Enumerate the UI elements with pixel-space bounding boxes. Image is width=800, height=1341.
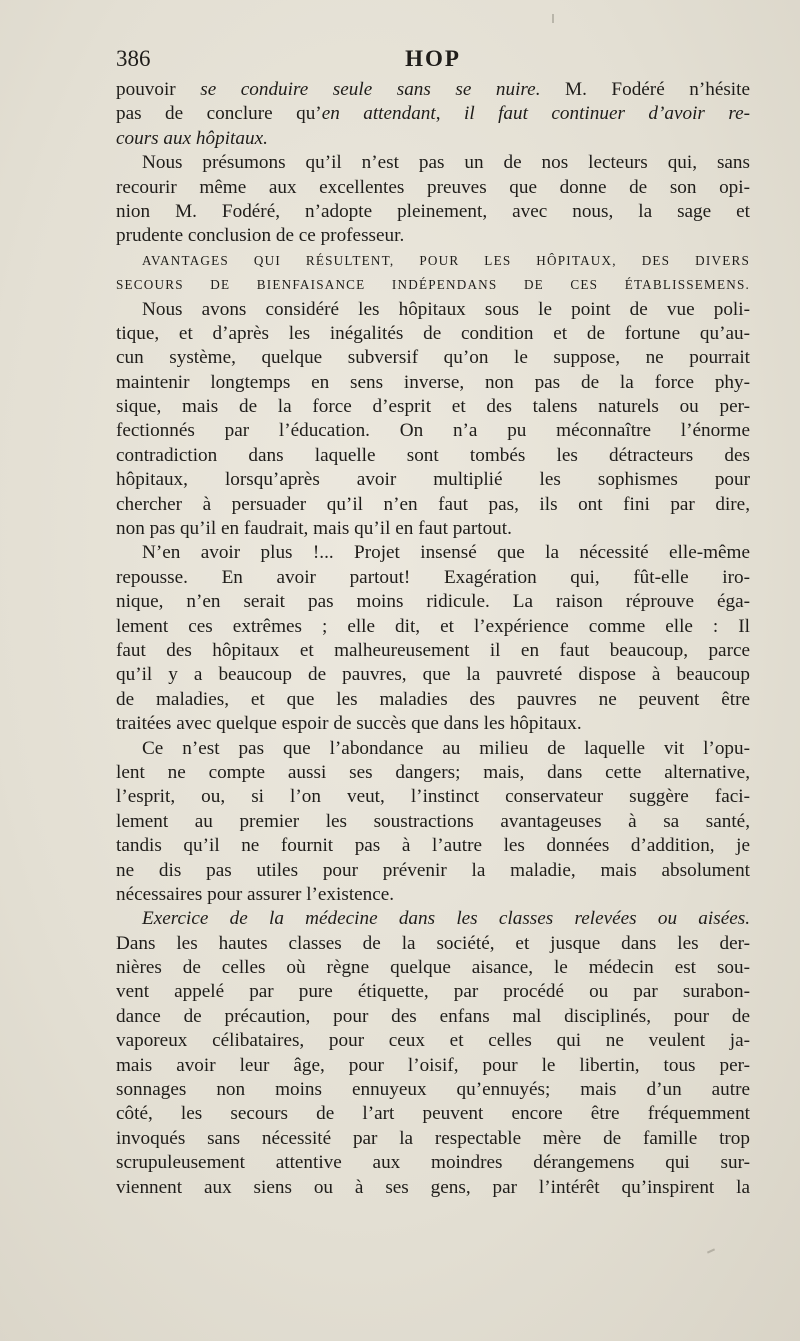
text-line <box>116 371 750 395</box>
text-run: repousse. En avoir partout! Exagération qui, fût-elle iro- <box>116 566 750 588</box>
text-run: vaporeux célibataires, pour ceux et celles qui ne veulent ja- <box>116 1030 750 1052</box>
text-run: nion M. Fodéré, n’adopte pleinement, avec nous, la sage et <box>116 200 750 222</box>
text-run: lent ne compte aussi ses dangers; mais, dans cette alternative, <box>116 761 750 783</box>
text-run: tandis qu’il ne fournit pas à l’autre les données d’addition, je <box>116 835 750 857</box>
text-run: ne dis pas utiles pour prévenir la maladie, mais absolument <box>116 859 750 881</box>
text-run: côté, les secours de l’art peuvent encore être fréquemment <box>116 1103 750 1125</box>
italic-text: en attendant <box>321 103 436 125</box>
text-line <box>116 200 750 224</box>
text-run: lement ces extrêmes ; elle dit, et l’expérience comme elle : Il <box>116 615 750 637</box>
text-line <box>116 1029 750 1053</box>
section-heading-line <box>116 273 750 297</box>
text-line <box>116 517 750 541</box>
text-line <box>116 785 750 809</box>
text-block <box>116 44 750 1200</box>
text-run: viennent aux siens ou à ses gens, par l’intérêt qu’inspirent la <box>116 1176 750 1198</box>
text-line <box>116 1005 750 1029</box>
text-run: invoqués sans nécessité par la respectable mère de famille trop <box>116 1127 750 1149</box>
text-run: sonnages non moins ennuyeux qu’ennuyés; mais d’un autre <box>116 1079 750 1101</box>
text-run: de maladies, et que les maladies des pauvres ne peuvent être <box>116 688 750 710</box>
text-line <box>116 127 750 151</box>
text-run: l’esprit, ou, si l’on veut, l’instinct conservateur suggère faci- <box>116 786 750 808</box>
section-heading-line <box>116 249 750 273</box>
text-run: N’en avoir plus !... Projet insensé que la nécessité elle-même <box>142 542 750 564</box>
italic-text: cours aux hôpitaux. <box>116 127 268 149</box>
text-run: Nous présumons qu’il n’est pas un de nos lecteurs qui, sans <box>142 152 750 174</box>
text-line <box>116 590 750 614</box>
text-line <box>116 102 750 126</box>
text-line <box>116 176 750 200</box>
text-line <box>116 1078 750 1102</box>
text-run: faut des hôpitaux et malheureusement il en faut beaucoup, parce <box>116 639 750 661</box>
text-line <box>116 1054 750 1078</box>
text-run: chercher à persuader qu’il n’en faut pas, ils ont fini par dire, <box>116 493 750 515</box>
text-line <box>116 834 750 858</box>
running-title: HOP <box>405 46 461 71</box>
body-text <box>116 78 750 1200</box>
text-line <box>116 859 750 883</box>
page-number: 386 <box>116 46 151 71</box>
text-run: Ce n’est pas que l’abondance au milieu de laquelle vit l’opu- <box>142 737 750 759</box>
text-line <box>116 1102 750 1126</box>
text-run: Nous avons considéré les hôpitaux sous le point de vue poli- <box>142 298 750 320</box>
text-line <box>116 883 750 907</box>
text-line <box>116 907 750 931</box>
text-run: Dans les hautes classes de la société, et jusque dans les der- <box>116 932 750 954</box>
text-line <box>116 78 750 102</box>
text-run: tique, et d’après les inégalités de condition et de fortune qu’au- <box>116 322 750 344</box>
text-run: dance de précaution, pour des enfans mal disciplinés, pour de <box>116 1005 750 1027</box>
text-line <box>116 566 750 590</box>
ink-speck <box>707 1248 715 1253</box>
text-run: prudente conclusion de ce professeur. <box>116 225 405 247</box>
text-line <box>116 810 750 834</box>
text-line <box>116 1151 750 1175</box>
text-line <box>116 224 750 248</box>
running-head <box>116 44 750 78</box>
text-line <box>116 712 750 736</box>
text-run: fectionnés par l’éducation. On n’a pu méconnaître l’énorme <box>116 420 750 442</box>
text-line <box>116 541 750 565</box>
ink-speck <box>552 14 554 23</box>
text-line <box>116 322 750 346</box>
text-line <box>116 639 750 663</box>
text-run: non pas qu’il en faudrait, mais qu’il en faut partout. <box>116 518 512 540</box>
text-line <box>116 468 750 492</box>
text-line <box>116 737 750 761</box>
text-line <box>116 1127 750 1151</box>
text-run: AVANTAGES QUI RÉSULTENT, POUR LES HÔPITAUX, DES DIVERS <box>142 252 750 268</box>
text-line <box>116 663 750 687</box>
italic-text: Exercice de la médecine dans les classes relevées ou aisées. <box>142 908 750 930</box>
text-run: hôpitaux, lorsqu’après avoir multiplié les sophismes pour <box>116 469 750 491</box>
text-line <box>116 395 750 419</box>
text-run: qu’il y a beaucoup de pauvres, que la pauvreté dispose à beaucoup <box>116 664 750 686</box>
text-run: scrupuleusement attentive aux moindres dérangemens qui sur- <box>116 1152 750 1174</box>
text-line <box>116 1176 750 1200</box>
text-run: recourir même aux excellentes preuves que donne de son opi- <box>116 176 750 198</box>
text-run: cun système, quelque subversif qu’on le suppose, ne pourrait <box>116 347 750 369</box>
text-line <box>116 956 750 980</box>
italic-text: il faut continuer d’avoir re- <box>463 103 750 125</box>
text-line <box>116 346 750 370</box>
italic-text: se conduire seule sans se nuire. <box>200 79 541 100</box>
text-run: contradiction dans laquelle sont tombés les détracteurs des <box>116 444 750 466</box>
text-run: , <box>435 103 464 125</box>
text-run: traitées avec quelque espoir de succès que dans les hôpitaux. <box>116 713 582 735</box>
text-line <box>116 493 750 517</box>
text-line <box>116 444 750 468</box>
text-run: nique, n’en serait pas moins ridicule. La raison réprouve éga- <box>116 591 750 613</box>
text-line <box>116 932 750 956</box>
text-run: pas de conclure qu’ <box>116 103 322 125</box>
text-line <box>116 688 750 712</box>
text-run: nières de celles où règne quelque aisance, le médecin est sou- <box>116 957 750 979</box>
text-run: mais avoir leur âge, pour l’oisif, pour le libertin, tous per- <box>116 1054 750 1076</box>
text-line <box>116 761 750 785</box>
text-line <box>116 980 750 1004</box>
text-run: vent appelé par pure étiquette, par procédé ou par surabon- <box>116 981 750 1003</box>
text-line <box>116 151 750 175</box>
text-run: M. Fodéré n’hésite <box>540 79 750 100</box>
text-run: maintenir longtemps en sens inverse, non pas de la force phy- <box>116 371 750 393</box>
text-line <box>116 419 750 443</box>
text-run: lement au premier les soustractions avantageuses à sa santé, <box>116 810 750 832</box>
text-line <box>116 298 750 322</box>
text-run: pouvoir <box>116 79 201 100</box>
text-run: nécessaires pour assurer l’existence. <box>116 883 395 905</box>
text-line <box>116 615 750 639</box>
text-run: SECOURS DE BIENFAISANCE INDÉPENDANS DE CES ÉTABLISSEMENS. <box>116 277 750 293</box>
text-run: sique, mais de la force d’esprit et des talens naturels ou per- <box>116 396 750 418</box>
